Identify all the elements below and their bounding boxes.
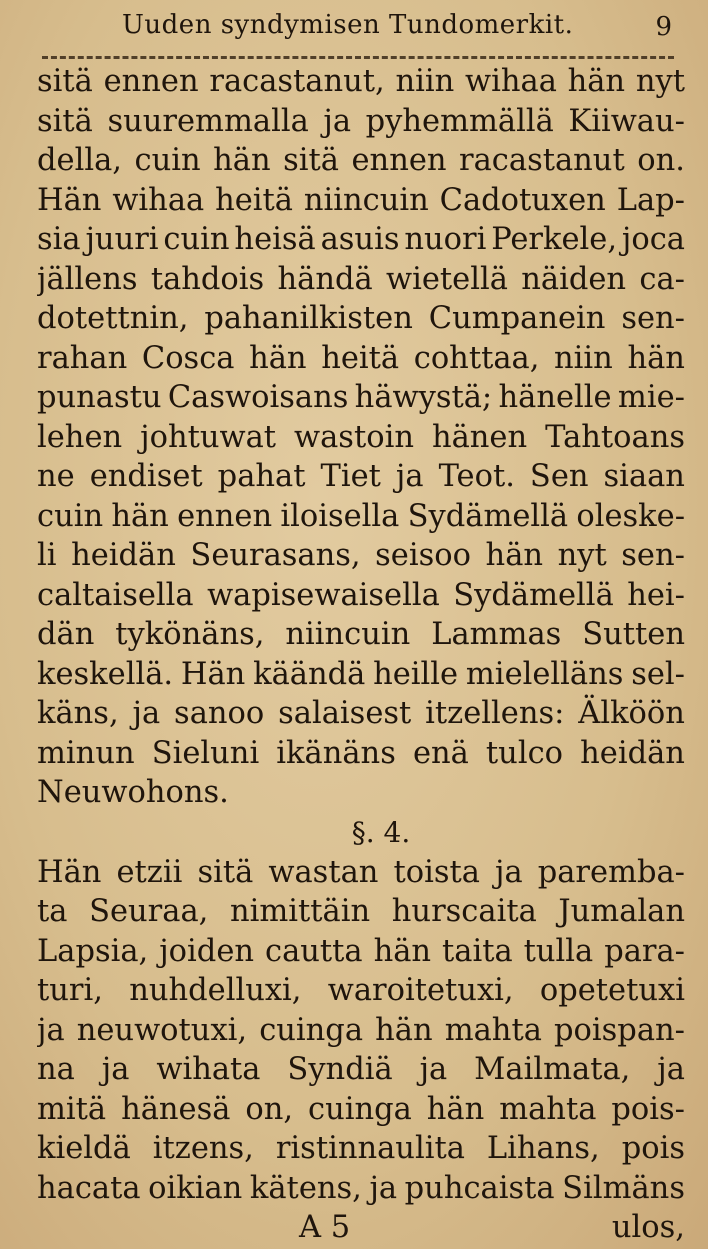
text-line: Hän wihaa heitä niincuin Cadotuxen Lap- bbox=[37, 182, 685, 218]
text-line: cuin hän ennen iloisella Sydämellä oleske- bbox=[37, 498, 685, 534]
running-head bbox=[40, 6, 678, 46]
text-line: kieldä itzens, ristinnaulita Lihans, pois bbox=[37, 1131, 685, 1166]
text-line: ta Seuraa, nimittäin hurscaita Jumalan bbox=[37, 894, 685, 929]
page-number: 9 bbox=[655, 12, 672, 42]
text-line: hacata oikian kätens, ja puhcaista Silmäns bbox=[37, 1170, 685, 1206]
text-line: dotettnin, pahanilkisten Cumpanein sen- bbox=[37, 301, 685, 336]
text-line: Neuwohons. bbox=[37, 775, 229, 810]
footer-line bbox=[37, 1208, 685, 1248]
text-line: punastu Caswoisans häwystä; hänelle mie- bbox=[37, 380, 685, 415]
text-line: na ja wihata Syndiä ja Mailmata, ja bbox=[37, 1052, 685, 1087]
text-line: mitä hänesä on, cuinga hän mahta pois- bbox=[37, 1091, 685, 1127]
paragraph-2 bbox=[37, 853, 685, 1209]
text-line: li heidän Seurasans, seisoo hän nyt sen- bbox=[37, 538, 685, 573]
text-line: minun Sieluni ikänäns enä tulco heidän bbox=[37, 735, 685, 771]
header-rule bbox=[42, 56, 674, 59]
text-line: sitä ennen racastanut, niin wihaa hän nyt bbox=[37, 64, 685, 99]
text-line: rahan Cosca hän heitä cohttaa, niin hän bbox=[37, 340, 685, 376]
text-line: della, cuin hän sitä ennen racastanut on. bbox=[37, 143, 685, 178]
text-line: sitä suuremmalla ja pyhemmällä Kiiwau- bbox=[37, 103, 685, 139]
text-line: lehen johtuwat wastoin hänen Tahtoans bbox=[37, 419, 685, 455]
text-line: jällens tahdois händä wietellä näiden ca- bbox=[37, 261, 685, 297]
text-line: ne endiset pahat Tiet ja Teot. Sen siaan bbox=[37, 459, 685, 494]
running-title: Uuden syndymisen Tundomerkit. bbox=[122, 10, 574, 40]
paragraph-1 bbox=[37, 62, 685, 813]
catchword: ulos, bbox=[611, 1210, 685, 1245]
text-line: Lapsia, joiden cautta hän taita tulla para- bbox=[37, 933, 685, 969]
signature-mark: A 5 bbox=[299, 1210, 351, 1245]
text-line: käns, ja sanoo salaisest itzellens: Älköön bbox=[37, 696, 685, 731]
text-line: sia juuri cuin heisä asuis nuori Perkele, joca bbox=[37, 222, 685, 257]
text-line: turi, nuhdelluxi, waroitetuxi, opetetuxi bbox=[37, 973, 685, 1008]
body-text bbox=[37, 62, 685, 1248]
section-heading: §. 4. bbox=[351, 815, 411, 849]
text-line: caltaisella wapisewaisella Sydämellä hei- bbox=[37, 577, 685, 613]
text-line: Hän etzii sitä wastan toista ja paremba- bbox=[37, 854, 685, 890]
text-line: dän tykönäns, niincuin Lammas Sutten bbox=[37, 617, 685, 652]
text-line: keskellä. Hän käändä heille mielelläns sel- bbox=[37, 656, 685, 692]
text-line: ja neuwotuxi, cuinga hän mahta poispan- bbox=[37, 1012, 685, 1048]
